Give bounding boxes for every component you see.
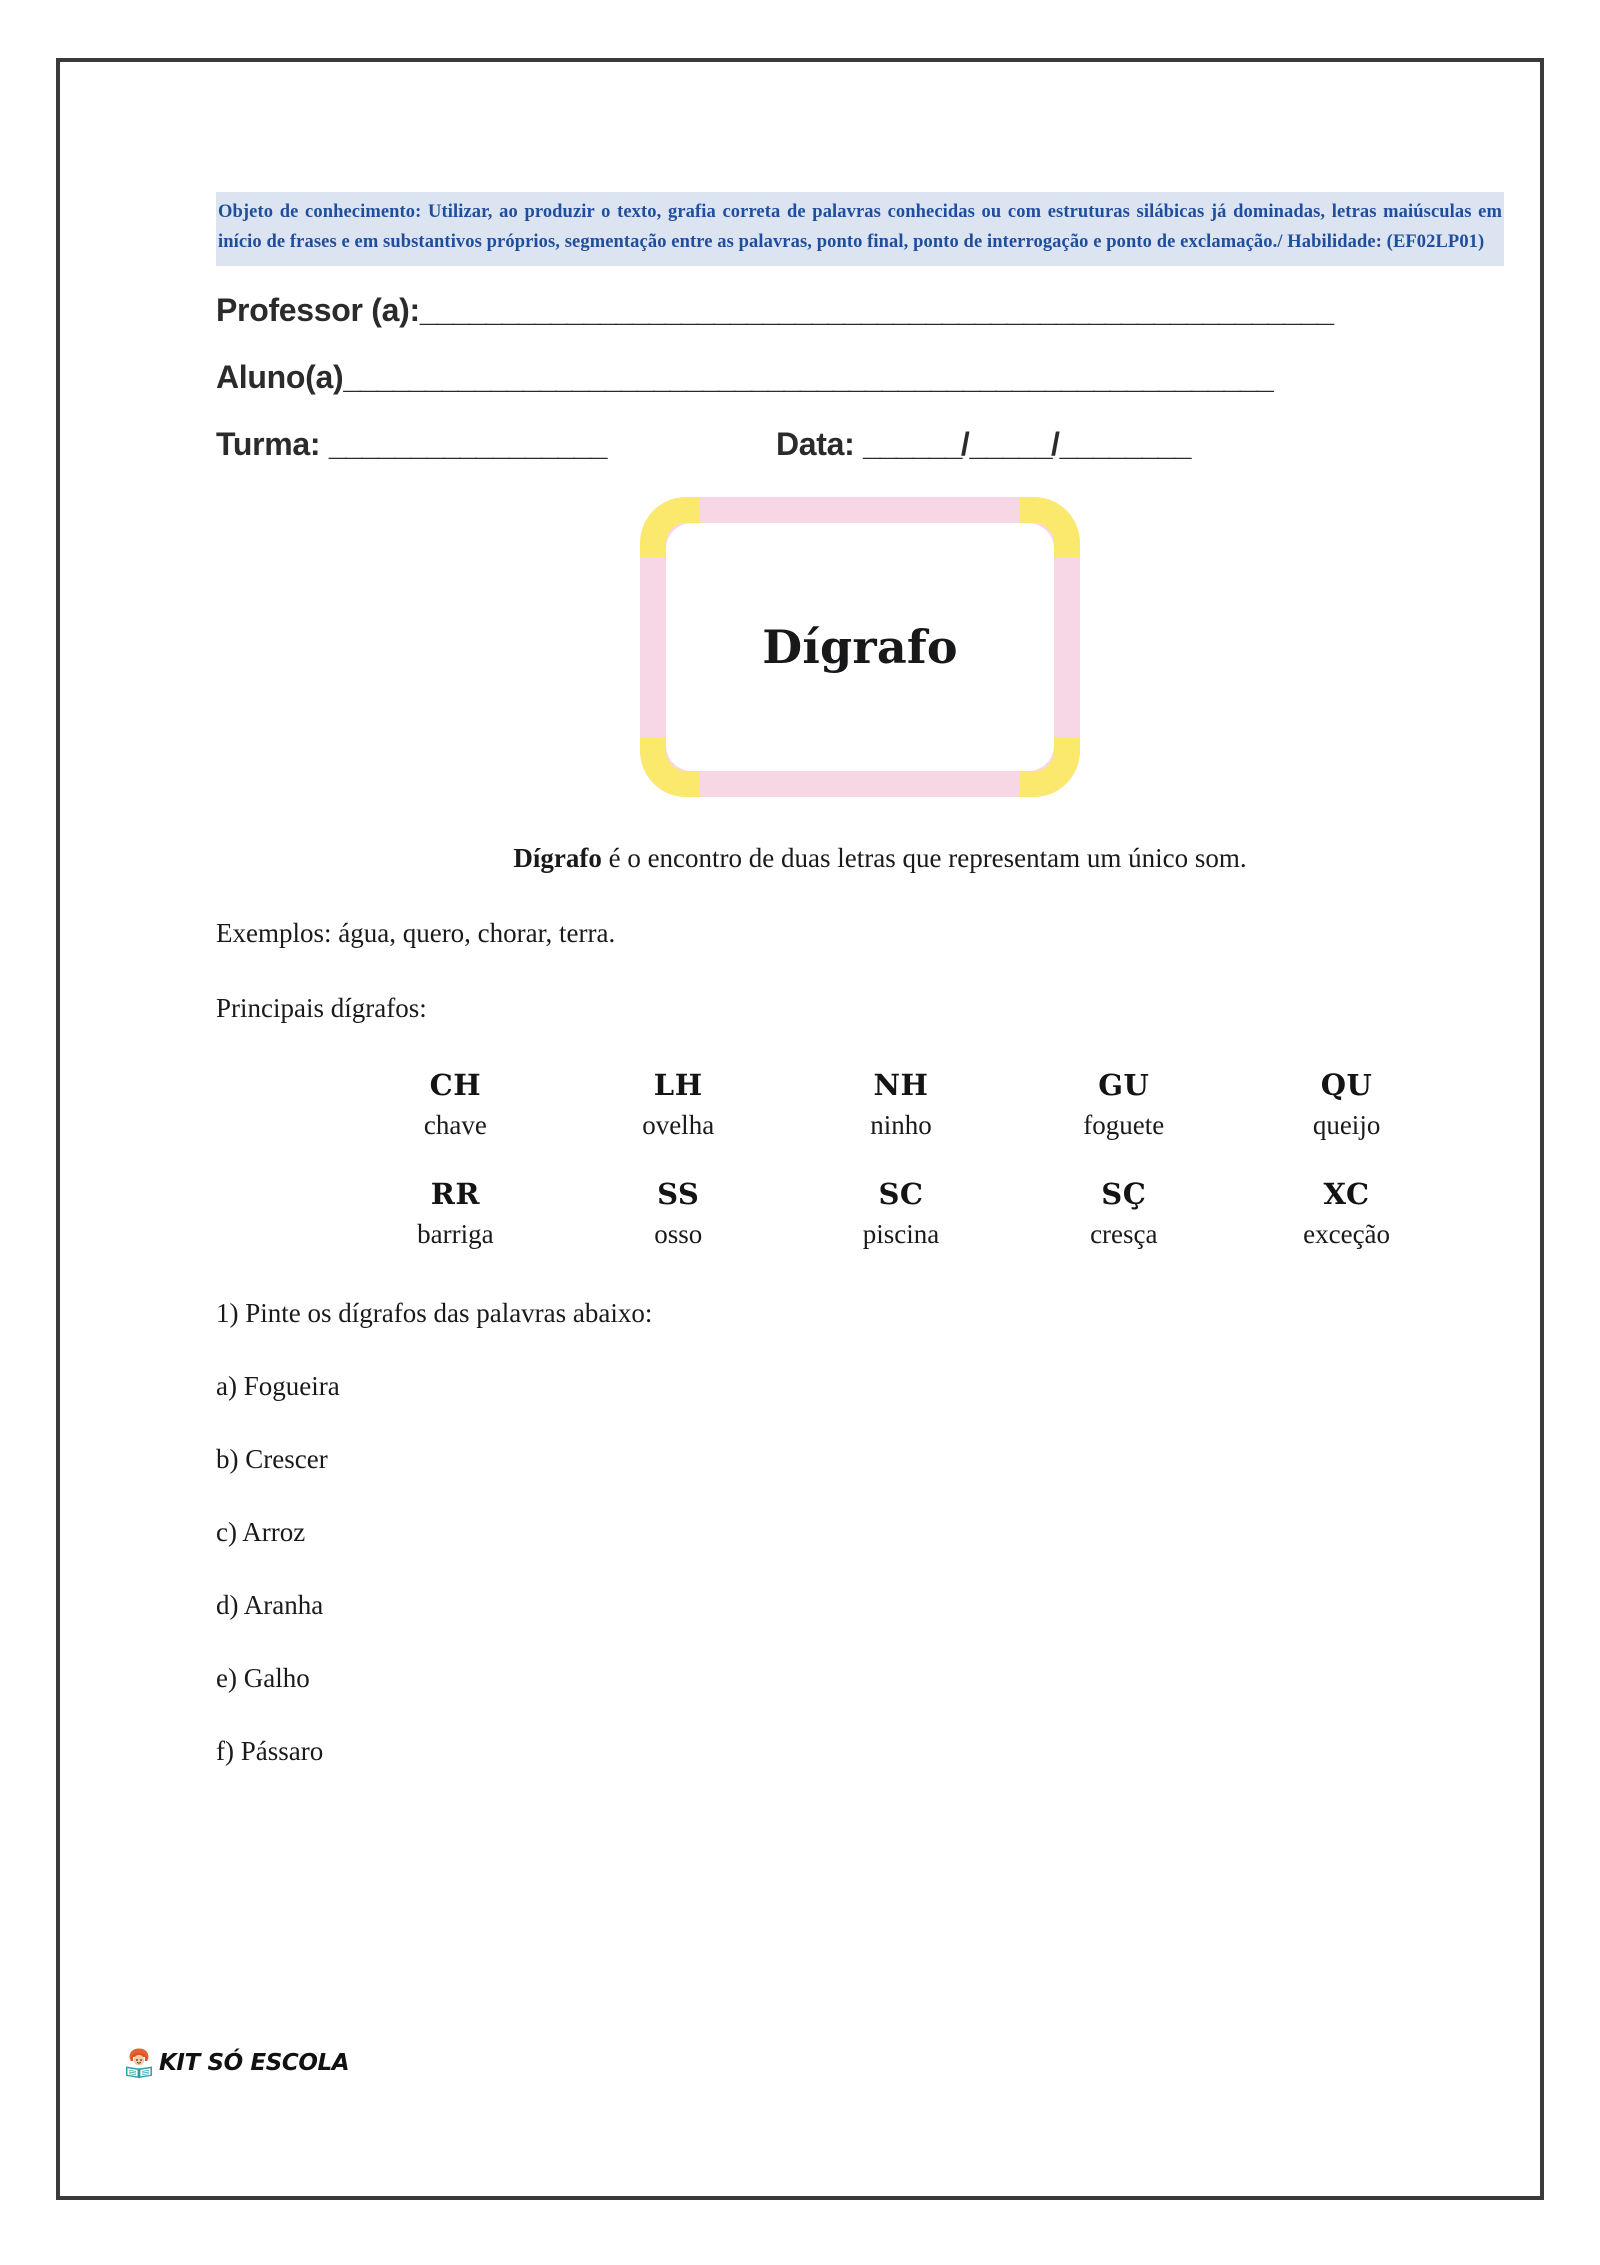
aluno-field-row — [216, 359, 1504, 396]
turma-label: Turma: — [216, 425, 321, 462]
digraph-cell-rr — [344, 1177, 567, 1250]
definition-term: Dígrafo — [513, 842, 602, 873]
digraph-code: QU — [1320, 1068, 1373, 1103]
digraph-example-word: chave — [423, 1110, 487, 1141]
aluno-label: Aluno(a) — [216, 358, 344, 395]
exercise-1-prompt: 1) Pinte os dígrafos das palavras abaixo: — [216, 1298, 653, 1329]
card-inner-panel — [666, 523, 1054, 771]
data-day-rule[interactable]: ______ — [863, 425, 961, 462]
digraph-cell-sc — [790, 1177, 1013, 1250]
digraph-cell-sc-cedilla — [1012, 1177, 1235, 1250]
digraph-row — [344, 1177, 1458, 1250]
brand-logo — [122, 2046, 349, 2080]
digraph-example-word: ovelha — [642, 1110, 715, 1141]
digraph-example-word: queijo — [1312, 1110, 1381, 1141]
title-card-container — [216, 497, 1504, 797]
page-content — [216, 192, 1504, 1767]
digraph-code: CH — [429, 1068, 482, 1103]
exercise-item-e[interactable]: e) Galho — [216, 1663, 310, 1694]
data-label: Data: — [776, 425, 855, 462]
turma-data-row — [216, 426, 1504, 463]
digrafo-title-card — [640, 497, 1080, 797]
digraph-example-word: exceção — [1303, 1219, 1391, 1250]
page-border — [56, 58, 1544, 2200]
exercise-item-a[interactable]: a) Fogueira — [216, 1371, 340, 1402]
identification-form — [216, 292, 1504, 463]
digraph-cell-ch — [344, 1068, 567, 1141]
digraph-row — [344, 1068, 1458, 1141]
digraph-code: LH — [653, 1068, 703, 1103]
data-year-rule[interactable]: ________ — [1059, 425, 1190, 462]
data-separator-1: / — [960, 425, 970, 462]
digraph-code: SC — [878, 1177, 924, 1212]
turma-input-rule[interactable]: _________________ — [328, 425, 606, 462]
digraph-example-word: piscina — [862, 1219, 940, 1250]
bncc-objective-band: Objeto de conhecimento: Utilizar, ao produzir o texto, grafia correta de palavras conhecidas ou com estruturas silábicas já dominadas, letras maiúsculas em início de frases e em substantivos próprios, segmentação entre as palavras, ponto final, ponto de interrogação e ponto de exclamação./ Habilidade: (EF02LP01) — [216, 192, 1504, 266]
main-digraphs-label: Principais dígrafos: — [216, 993, 427, 1024]
digraph-cell-xc — [1235, 1177, 1458, 1250]
digraph-code: GU — [1098, 1068, 1150, 1103]
professor-input-rule[interactable]: ________________________________________________________ — [419, 291, 1333, 328]
professor-field-row — [216, 292, 1504, 329]
data-separator-2: / — [1050, 425, 1060, 462]
examples-line: Exemplos: água, quero, chorar, terra. — [216, 918, 616, 949]
digraph-example-word: foguete — [1083, 1110, 1165, 1141]
professor-label: Professor (a): — [216, 291, 420, 328]
digraph-cell-qu — [1235, 1068, 1458, 1141]
exercise-item-f[interactable]: f) Pássaro — [216, 1736, 324, 1767]
exercise-item-d[interactable]: d) Aranha — [216, 1590, 324, 1621]
digraph-code: SÇ — [1101, 1177, 1147, 1212]
digraph-code: NH — [873, 1068, 929, 1103]
digraph-cell-ss — [567, 1177, 790, 1250]
exercise-item-c[interactable]: c) Arroz — [216, 1517, 306, 1548]
exercise-item-b[interactable]: b) Crescer — [216, 1444, 328, 1475]
digraph-cell-nh — [790, 1068, 1013, 1141]
turma-field — [216, 426, 776, 463]
data-month-rule[interactable]: _____ — [969, 425, 1051, 462]
digraph-example-word: ninho — [870, 1110, 932, 1141]
digraph-code: SS — [657, 1177, 700, 1212]
digraph-example-word: osso — [654, 1219, 703, 1250]
digraph-table — [216, 1068, 1504, 1250]
digraph-example-word: barriga — [417, 1219, 494, 1250]
child-reading-book-icon — [122, 2046, 156, 2080]
digraph-code: RR — [430, 1177, 480, 1212]
definition-text: é o encontro de duas letras que representam um único som. — [601, 842, 1247, 873]
digraph-cell-gu — [1012, 1068, 1235, 1141]
digraph-code: XC — [1323, 1177, 1370, 1212]
brand-logo-text: KIT SÓ ESCOLA — [159, 2050, 350, 2076]
digraph-cell-lh — [567, 1068, 790, 1141]
definition-line — [216, 839, 1504, 878]
data-field — [776, 426, 1190, 463]
page-title: Dígrafo — [762, 619, 958, 674]
aluno-input-rule[interactable]: _________________________________________________________ — [343, 358, 1273, 395]
digraph-example-word: cresça — [1090, 1219, 1158, 1250]
